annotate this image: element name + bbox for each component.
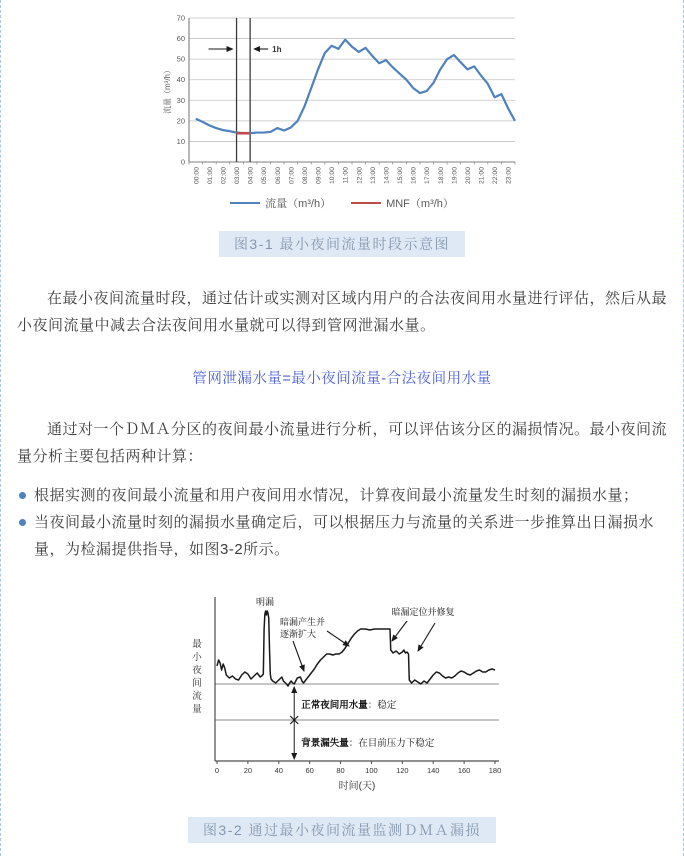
- figure-mnf-period: [161, 12, 523, 211]
- svg-text:15:00: 15:00: [397, 167, 405, 185]
- list-item: [17, 482, 667, 509]
- svg-text:03:00: 03:00: [234, 167, 242, 185]
- svg-text:0: 0: [180, 157, 185, 167]
- svg-text:20: 20: [243, 766, 253, 775]
- svg-text:流: 流: [192, 691, 202, 702]
- svg-text:09:00: 09:00: [315, 167, 323, 185]
- svg-text:22:00: 22:00: [492, 167, 500, 185]
- bullet-text: 根据实测的夜间最小流量和用户夜间用水情况，计算夜间最小流量发生时刻的漏损水量；: [34, 487, 639, 504]
- svg-text:07:00: 07:00: [288, 167, 296, 185]
- svg-text:10: 10: [176, 136, 185, 146]
- mnf-period-chart: [161, 12, 523, 192]
- svg-text:100: 100: [365, 766, 378, 775]
- svg-text:夜: 夜: [192, 665, 202, 676]
- svg-text:13:00: 13:00: [369, 167, 377, 185]
- mnf-line-swatch: [351, 202, 381, 204]
- svg-text:流量（m³/h）: 流量（m³/h）: [163, 66, 172, 114]
- leakage-formula: 管网泄漏水量=最小夜间流量-合法夜间用水量: [192, 371, 492, 387]
- figure1-legend: [161, 195, 523, 211]
- svg-text:60: 60: [176, 34, 185, 44]
- svg-text:逐渐扩大: 逐渐扩大: [280, 629, 317, 639]
- svg-text:08:00: 08:00: [301, 167, 309, 185]
- svg-text:40: 40: [176, 75, 185, 85]
- analysis-bullet-list: [17, 482, 667, 563]
- paragraph-dma-analysis: 通过对一个ＤＭＡ分区的夜间最小流量进行分析，可以评估该分区的漏损情况。最小夜间流量分析主要包括两种计算：: [17, 421, 668, 465]
- svg-text:180: 180: [488, 766, 502, 775]
- svg-text:明漏: 明漏: [255, 597, 275, 607]
- legend-item-flow: [230, 195, 331, 211]
- figure-dma-monitoring: [177, 589, 507, 797]
- svg-text:12:00: 12:00: [356, 167, 364, 185]
- legend-label-flow: 流量（m³/h）: [265, 198, 332, 210]
- svg-text:14:00: 14:00: [383, 167, 391, 185]
- svg-text:02:00: 02:00: [220, 167, 228, 185]
- svg-text:小: 小: [192, 652, 202, 663]
- bullet-text: 当夜间最小流量时刻的漏损水量确定后，可以根据压力与流量的关系进一步推算出日漏损水量，为检漏提供指导，如图3-2所示。: [34, 514, 655, 558]
- svg-text:01:00: 01:00: [206, 167, 214, 185]
- svg-text:时间(天): 时间(天): [338, 781, 376, 792]
- svg-text:80: 80: [336, 766, 345, 775]
- figure1-caption: 图3-1 最小夜间流量时段示意图: [219, 231, 465, 257]
- svg-text:16:00: 16:00: [410, 167, 418, 185]
- svg-text:70: 70: [176, 13, 185, 23]
- svg-text:量: 量: [192, 704, 202, 715]
- list-item: [17, 509, 667, 563]
- svg-text:04:00: 04:00: [247, 167, 255, 185]
- svg-text:1h: 1h: [272, 45, 282, 54]
- svg-text:06:00: 06:00: [274, 167, 282, 185]
- svg-text:正常夜间用水量：稳定: 正常夜间用水量：稳定: [301, 700, 397, 711]
- svg-text:21:00: 21:00: [478, 167, 486, 185]
- svg-text:10:00: 10:00: [329, 167, 337, 185]
- bullet-icon: [19, 492, 26, 499]
- svg-text:17:00: 17:00: [424, 167, 432, 185]
- svg-text:20: 20: [176, 116, 185, 126]
- svg-text:140: 140: [426, 766, 440, 775]
- svg-text:间: 间: [192, 678, 202, 689]
- svg-text:暗漏产生并: 暗漏产生并: [280, 617, 326, 627]
- svg-text:11:00: 11:00: [342, 167, 350, 184]
- dma-leak-chart: [177, 589, 507, 797]
- svg-text:160: 160: [457, 766, 471, 775]
- figure2-caption: 图3-2 通过最小夜间流量监测ＤＭＡ漏损: [188, 817, 496, 843]
- legend-item-mnf: [351, 195, 454, 211]
- paragraph-nightflow-evaluation: 在最小夜间流量时段，通过估计或实测对区域内用户的合法夜间用水量进行评估，然后从最小夜间流量中减去合法夜间用水量就可以得到管网泄漏水量。: [17, 290, 668, 334]
- svg-text:背景漏失量：在目前压力下稳定: 背景漏失量：在目前压力下稳定: [301, 738, 435, 749]
- svg-text:40: 40: [274, 766, 283, 775]
- svg-text:19:00: 19:00: [451, 167, 459, 185]
- svg-text:暗漏定位并修复: 暗漏定位并修复: [391, 607, 455, 617]
- svg-text:18:00: 18:00: [437, 167, 445, 185]
- svg-text:20:00: 20:00: [464, 167, 472, 185]
- svg-text:0: 0: [214, 766, 220, 775]
- svg-text:05:00: 05:00: [261, 167, 269, 185]
- bullet-icon: [19, 519, 26, 526]
- svg-text:23:00: 23:00: [505, 167, 513, 185]
- svg-text:50: 50: [176, 54, 185, 64]
- svg-text:00:00: 00:00: [193, 167, 201, 185]
- svg-text:最: 最: [192, 639, 202, 650]
- legend-label-mnf: MNF（m³/h）: [386, 198, 454, 210]
- svg-text:120: 120: [396, 766, 409, 775]
- svg-text:60: 60: [305, 766, 314, 775]
- flow-line-swatch: [230, 202, 260, 204]
- svg-text:30: 30: [176, 95, 185, 105]
